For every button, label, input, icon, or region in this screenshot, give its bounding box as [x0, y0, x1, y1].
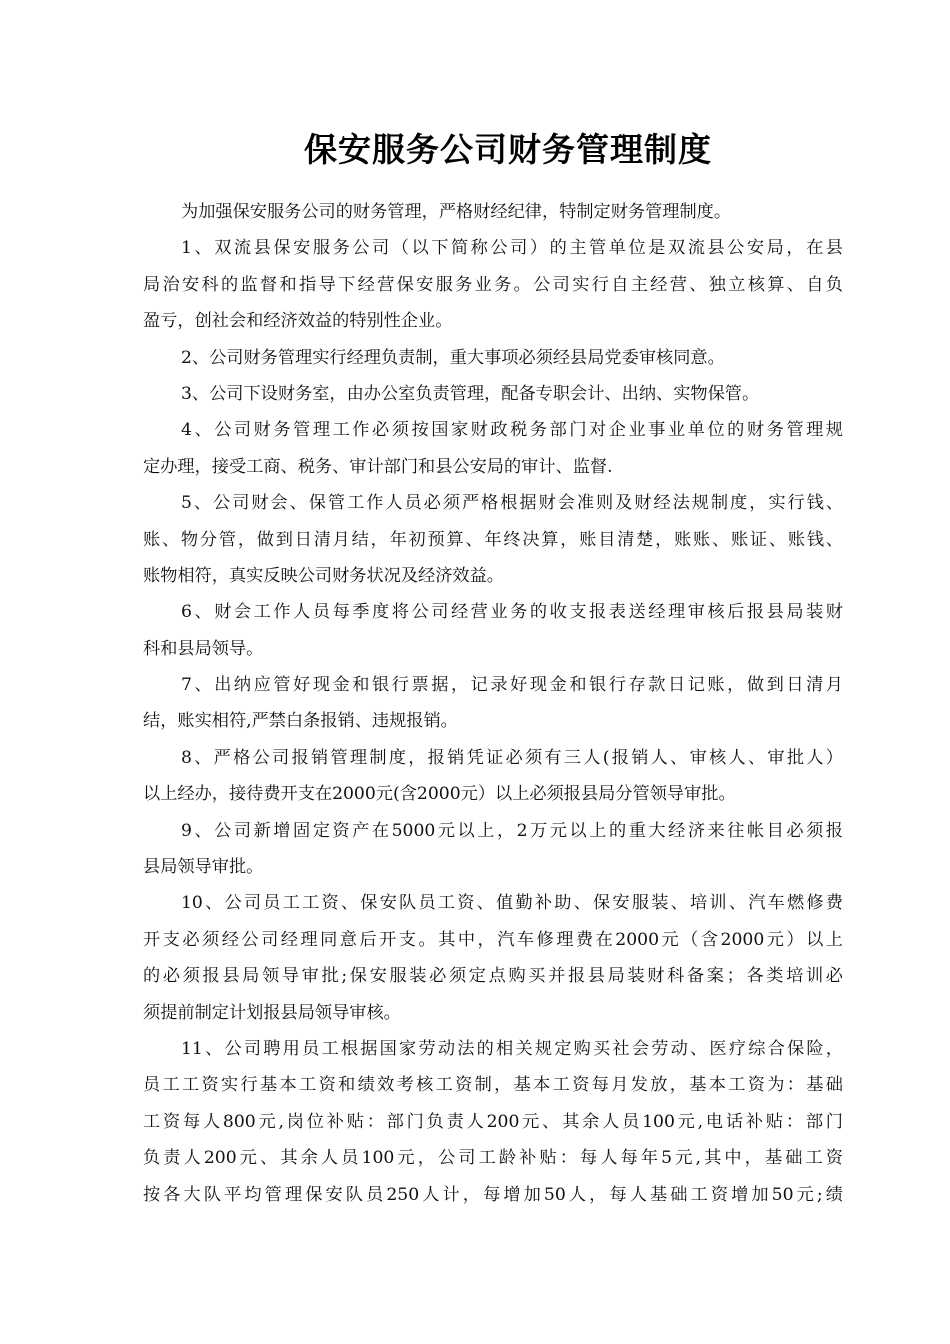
- body-line: 工资每人800元,岗位补贴：部门负责人200元、其余人员100元,电话补贴：部门: [143, 1111, 843, 1132]
- body-line: 开支必须经公司经理同意后开支。其中，汽车修理费在2000元（含2000元）以上: [143, 929, 843, 950]
- body-line: 3、公司下设财务室，由办公室负责管理，配备专职会计、出纳、实物保管。: [181, 383, 760, 404]
- body-line: 员工工资实行基本工资和绩效考核工资制，基本工资每月发放，基本工资为：基础: [143, 1075, 843, 1096]
- body-line: 4、公司财务管理工作必须按国家财政税务部门对企业事业单位的财务管理规: [181, 420, 843, 441]
- body-line: 8、严格公司报销管理制度，报销凭证必须有三人(报销人、审核人、审批人）: [181, 747, 843, 768]
- body-line: 按各大队平均管理保安队员250人计，每增加50人，每人基础工资增加50元;绩: [143, 1184, 843, 1205]
- body-line: 负责人200元、其余人员100元，公司工龄补贴：每人每年5元,其中，基础工资: [143, 1148, 843, 1169]
- body-line: 6、财会工作人员每季度将公司经营业务的收支报表送经理审核后报县局装财: [181, 602, 843, 623]
- body-line: 7、出纳应管好现金和银行票据，记录好现金和银行存款日记账，做到日清月: [181, 675, 843, 696]
- body-line: 盈亏，创社会和经济效益的特别性企业。: [143, 311, 453, 332]
- body-line: 10、公司员工工资、保安队员工资、值勤补助、保安服装、培训、汽车燃修费: [181, 893, 843, 914]
- body-line: 账物相符，真实反映公司财务状况及经济效益。: [143, 565, 504, 586]
- body-line: 的必须报县局领导审批;保安服装必须定点购买并报县局装财科备案；各类培训必: [143, 966, 843, 987]
- body-line: 账、物分管，做到日清月结，年初预算、年终决算，账目清楚，账账、账证、账钱、: [143, 529, 843, 550]
- body-line: 1、双流县保安服务公司（以下简称公司）的主管单位是双流县公安局，在县: [181, 238, 843, 259]
- body-line: 以上经办，接待费开支在2000元(含2000元）以上必须报县局分管领导审批。: [143, 784, 736, 805]
- body-line: 11、公司聘用员工根据国家劳动法的相关规定购买社会劳动、医疗综合保险，: [181, 1038, 843, 1059]
- body-line: 局治安科的监督和指导下经营保安服务业务。公司实行自主经营、独立核算、自负: [143, 274, 843, 295]
- body-line: 须提前制定计划报县局领导审核。: [143, 1002, 401, 1023]
- document-body: [143, 194, 843, 1213]
- body-line: 5、公司财会、保管工作人员必须严格根据财会准则及财经法规制度，实行钱、: [181, 493, 843, 514]
- body-line: 县局领导审批。: [143, 857, 264, 878]
- body-line: 定办理，接受工商、税务、审计部门和县公安局的审计、监督.: [143, 456, 613, 477]
- body-line: 9、公司新增固定资产在5000元以上，2万元以上的重大经济来往帐目必须报: [181, 820, 843, 841]
- body-line: 为加强保安服务公司的财务管理，严格财经纪律，特制定财务管理制度。: [181, 202, 732, 222]
- body-line: 结，账实相符,严禁白条报销、违规报销。: [143, 711, 458, 732]
- document-title: 保安服务公司财务管理制度: [304, 130, 712, 169]
- body-line: 科和县局领导。: [143, 638, 264, 659]
- body-line: 2、公司财务管理实行经理负责制，重大事项必须经县局党委审核同意。: [181, 347, 725, 368]
